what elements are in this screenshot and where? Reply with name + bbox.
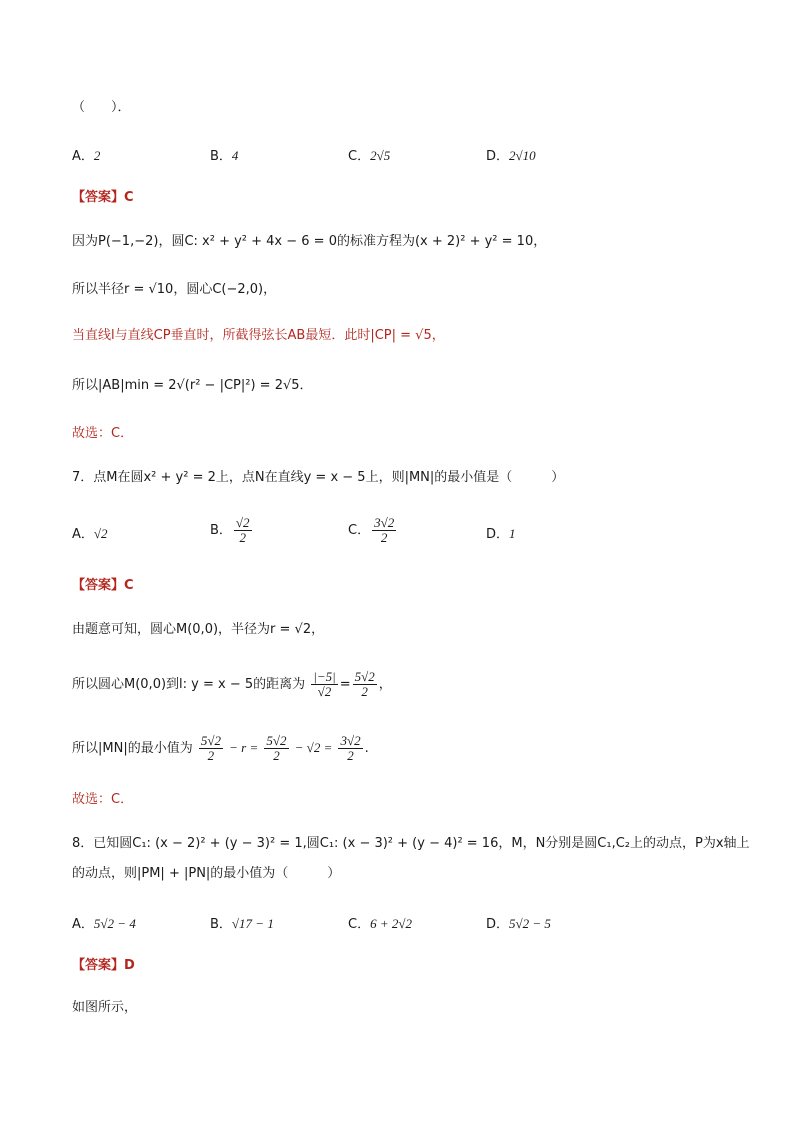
q6-solution-conclusion: 故选：C． (72, 426, 134, 441)
fraction: $\frac{5√2}{2}$ (200, 733, 221, 763)
fraction: $\frac{√2}{2}$ (235, 515, 250, 545)
q6-solution-line-2: 所以半径r = √10，圆心C(−2,0)， (72, 282, 277, 297)
q8-stem-line-1: 8．已知圆C₁: (x − 2)² + (y − 3)² = 1,圆C₁: (x − 3)² + (y − 4)² = 16，M，N分别是圆C₁,C₂上的动点，P为x轴上 (72, 836, 750, 851)
q8-option-b: B．√17 − 1 (210, 916, 274, 932)
q7-answer: 【答案】C (72, 578, 134, 593)
q7-option-a: A．√2 (72, 526, 108, 542)
fraction: $\frac{|-5|}{√2}$ (313, 669, 336, 699)
q6-solution-line-1: 因为P(−1,−2)，圆C: x² + y² + 4x − 6 = 0的标准方程为(x + 2)² + y² = 10， (72, 234, 547, 249)
q7-stem: 7．点M在圆x² + y² = 2上，点N在直线y = x − 5上，则|MN|的最小值是（ ） (72, 470, 565, 485)
q8-answer: 【答案】D (72, 958, 135, 973)
q6-option-a: A．2 (72, 148, 101, 164)
fraction: $\frac{5√2}{2}$ (266, 733, 287, 763)
q7-solution-conclusion: 故选：C． (72, 792, 134, 807)
q8-stem-line-2: 的动点，则|PM| + |PN|的最小值为（ ） (72, 866, 341, 881)
q6-option-d: D．2√10 (486, 148, 536, 164)
q6-option-c: C．2√5 (348, 148, 391, 164)
q8-option-d: D．5√2 − 5 (486, 916, 551, 932)
q6-solution-line-3: 当直线l与直线CP垂直时，所截得弦长AB最短．此时|CP| = √5， (72, 328, 445, 343)
q7-solution-line-1: 由题意可知，圆心M(0,0)，半径为r = √2， (72, 622, 325, 637)
q8-solution-start: 如图所示， (72, 1000, 138, 1015)
q7-solution-line-3: 所以|MN|的最小值为 $\frac{5√2}{2}$ − r = $\frac{5√2}{2}$ − √2 = $\frac{3√2}{2}$ . (72, 733, 369, 763)
q7-option-b: B． $\frac{√2}{2}$ (210, 515, 250, 545)
q7-option-d: D．1 (486, 526, 516, 542)
fraction: $\frac{3√2}{2}$ (374, 515, 395, 545)
q6-option-b: B．4 (210, 148, 239, 164)
fraction: $\frac{5√2}{2}$ (354, 669, 375, 699)
q6-stem-tail: （ ）． (72, 100, 131, 115)
q6-answer: 【答案】C (72, 190, 134, 205)
q8-option-c: C．6 + 2√2 (348, 916, 412, 932)
q7-option-c: C． $\frac{3√2}{2}$ (348, 515, 395, 545)
q6-solution-line-4: 所以|AB|min = 2√(r² − |CP|²) = 2√5． (72, 378, 313, 393)
q7-solution-line-2: 所以圆心M(0,0)到l: y = x − 5的距离为 $\frac{|-5|}{√2}$ = $\frac{5√2}{2}$ ， (72, 669, 392, 699)
fraction: $\frac{3√2}{2}$ (340, 733, 361, 763)
q8-option-a: A．5√2 − 4 (72, 916, 136, 932)
